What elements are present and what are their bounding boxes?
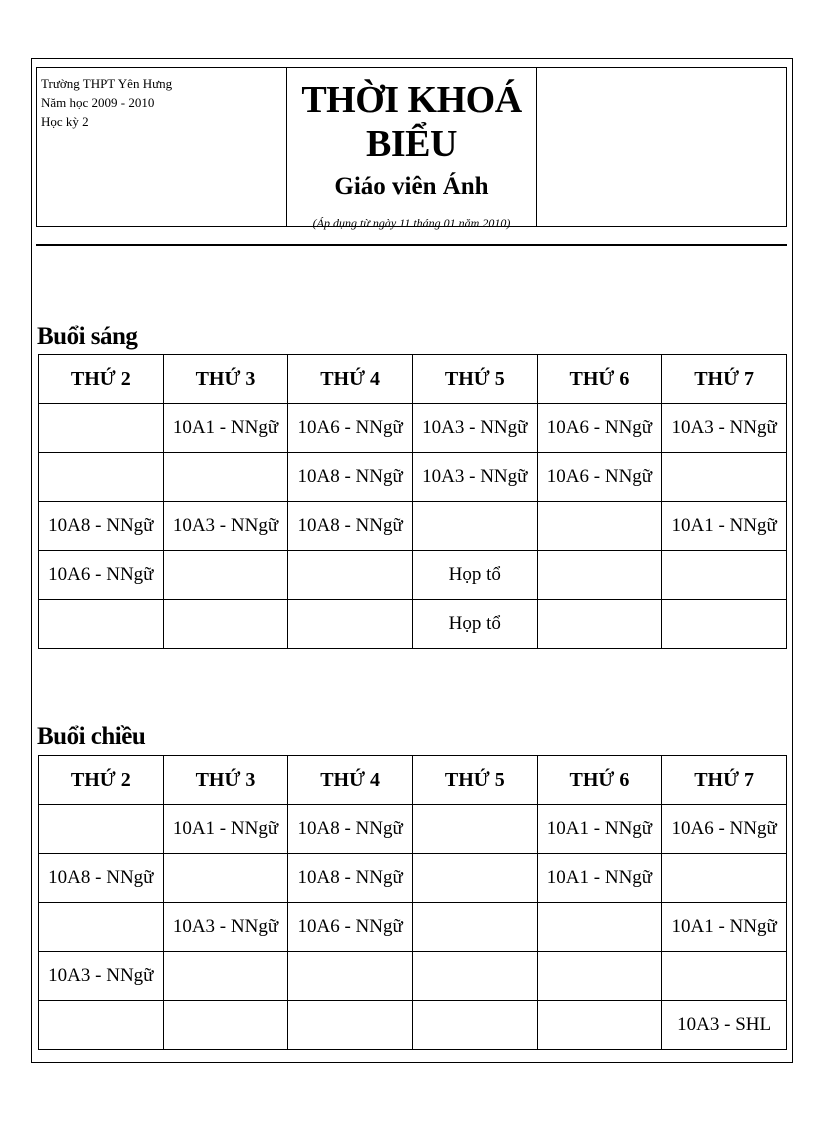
table-row — [39, 854, 787, 903]
afternoon-label: Buổi chiều — [37, 723, 146, 750]
teacher-name: Giáo viên Ánh — [334, 173, 489, 200]
schedule-cell: Họp tổ — [412, 551, 537, 600]
schedule-cell — [412, 1001, 537, 1050]
day-header: THỨ 3 — [163, 756, 288, 805]
morning-header-row — [39, 355, 787, 404]
applied-date: (Áp dụng từ ngày 11 tháng 01 năm 2010) — [312, 216, 511, 230]
schedule-cell — [662, 854, 787, 903]
schedule-cell — [288, 952, 413, 1001]
schedule-cell: 10A8 - NNgữ — [288, 805, 413, 854]
schedule-cell — [412, 952, 537, 1001]
morning-schedule-table — [38, 354, 787, 649]
schedule-cell: 10A3 - NNgữ — [163, 502, 288, 551]
day-header: THỨ 7 — [662, 756, 787, 805]
table-row — [39, 1001, 787, 1050]
schedule-cell: 10A6 - NNgữ — [39, 551, 164, 600]
table-row — [39, 453, 787, 502]
day-header: THỨ 3 — [163, 355, 288, 404]
schedule-cell: 10A8 - NNgữ — [288, 854, 413, 903]
afternoon-header-row — [39, 756, 787, 805]
schedule-cell: 10A3 - NNgữ — [412, 453, 537, 502]
schedule-cell — [662, 551, 787, 600]
day-header: THỨ 6 — [537, 355, 662, 404]
schedule-cell: 10A3 - NNgữ — [163, 903, 288, 952]
table-row — [39, 502, 787, 551]
schedule-cell — [163, 854, 288, 903]
separator-line — [36, 244, 787, 246]
day-header: THỨ 7 — [662, 355, 787, 404]
schedule-cell: 10A3 - NNgữ — [39, 952, 164, 1001]
schedule-cell — [288, 600, 413, 649]
schedule-cell — [662, 600, 787, 649]
schedule-cell — [163, 600, 288, 649]
schedule-cell — [537, 551, 662, 600]
schedule-cell — [39, 805, 164, 854]
schedule-cell — [412, 854, 537, 903]
schedule-cell: 10A6 - NNgữ — [537, 404, 662, 453]
day-header: THỨ 2 — [39, 355, 164, 404]
school-name: Trường THPT Yên Hưng — [41, 76, 173, 91]
schedule-cell: 10A6 - NNgữ — [662, 805, 787, 854]
schedule-cell: 10A8 - NNgữ — [39, 502, 164, 551]
schedule-cell — [537, 502, 662, 551]
school-year: Năm học 2009 - 2010 — [41, 95, 155, 110]
schedule-cell — [39, 404, 164, 453]
schedule-cell: 10A3 - NNgữ — [412, 404, 537, 453]
table-row — [39, 903, 787, 952]
school-info — [37, 68, 287, 226]
schedule-cell — [662, 453, 787, 502]
table-row — [39, 600, 787, 649]
schedule-cell: 10A8 - NNgữ — [288, 502, 413, 551]
schedule-cell: 10A1 - NNgữ — [662, 903, 787, 952]
afternoon-schedule-table — [38, 755, 787, 1050]
morning-label: Buổi sáng — [37, 323, 138, 350]
day-header: THỨ 5 — [412, 355, 537, 404]
schedule-cell — [412, 903, 537, 952]
header-box — [36, 67, 787, 230]
schedule-cell — [163, 551, 288, 600]
schedule-cell — [39, 903, 164, 952]
schedule-cell — [662, 952, 787, 1001]
day-header: THỨ 6 — [537, 756, 662, 805]
table-row — [39, 952, 787, 1001]
title-block — [287, 68, 537, 230]
schedule-cell: 10A6 - NNgữ — [288, 404, 413, 453]
schedule-cell — [288, 551, 413, 600]
schedule-cell — [537, 952, 662, 1001]
schedule-cell — [163, 1001, 288, 1050]
page-title: THỜI KHOÁ BIỂU — [301, 79, 522, 165]
schedule-cell — [537, 600, 662, 649]
schedule-cell: 10A6 - NNgữ — [537, 453, 662, 502]
schedule-cell — [288, 1001, 413, 1050]
semester: Học kỳ 2 — [41, 114, 89, 129]
schedule-cell: 10A1 - NNgữ — [163, 404, 288, 453]
day-header: THỨ 4 — [288, 355, 413, 404]
schedule-cell: 10A1 - NNgữ — [163, 805, 288, 854]
schedule-cell: 10A1 - NNgữ — [537, 854, 662, 903]
schedule-cell: Họp tổ — [412, 600, 537, 649]
schedule-cell — [39, 453, 164, 502]
schedule-cell — [39, 1001, 164, 1050]
schedule-cell — [163, 952, 288, 1001]
schedule-cell — [537, 903, 662, 952]
schedule-cell — [163, 453, 288, 502]
day-header: THỨ 4 — [288, 756, 413, 805]
schedule-cell: 10A8 - NNgữ — [39, 854, 164, 903]
table-row — [39, 551, 787, 600]
schedule-cell: 10A6 - NNgữ — [288, 903, 413, 952]
schedule-cell: 10A8 - NNgữ — [288, 453, 413, 502]
schedule-cell — [39, 600, 164, 649]
schedule-cell — [537, 1001, 662, 1050]
header-empty-cell — [537, 68, 786, 226]
table-row — [39, 404, 787, 453]
schedule-cell: 10A1 - NNgữ — [662, 502, 787, 551]
schedule-cell: 10A3 - SHL — [662, 1001, 787, 1050]
table-row — [39, 805, 787, 854]
schedule-cell: 10A1 - NNgữ — [537, 805, 662, 854]
day-header: THỨ 5 — [412, 756, 537, 805]
schedule-cell — [412, 502, 537, 551]
day-header: THỨ 2 — [39, 756, 164, 805]
schedule-cell: 10A3 - NNgữ — [662, 404, 787, 453]
schedule-cell — [412, 805, 537, 854]
